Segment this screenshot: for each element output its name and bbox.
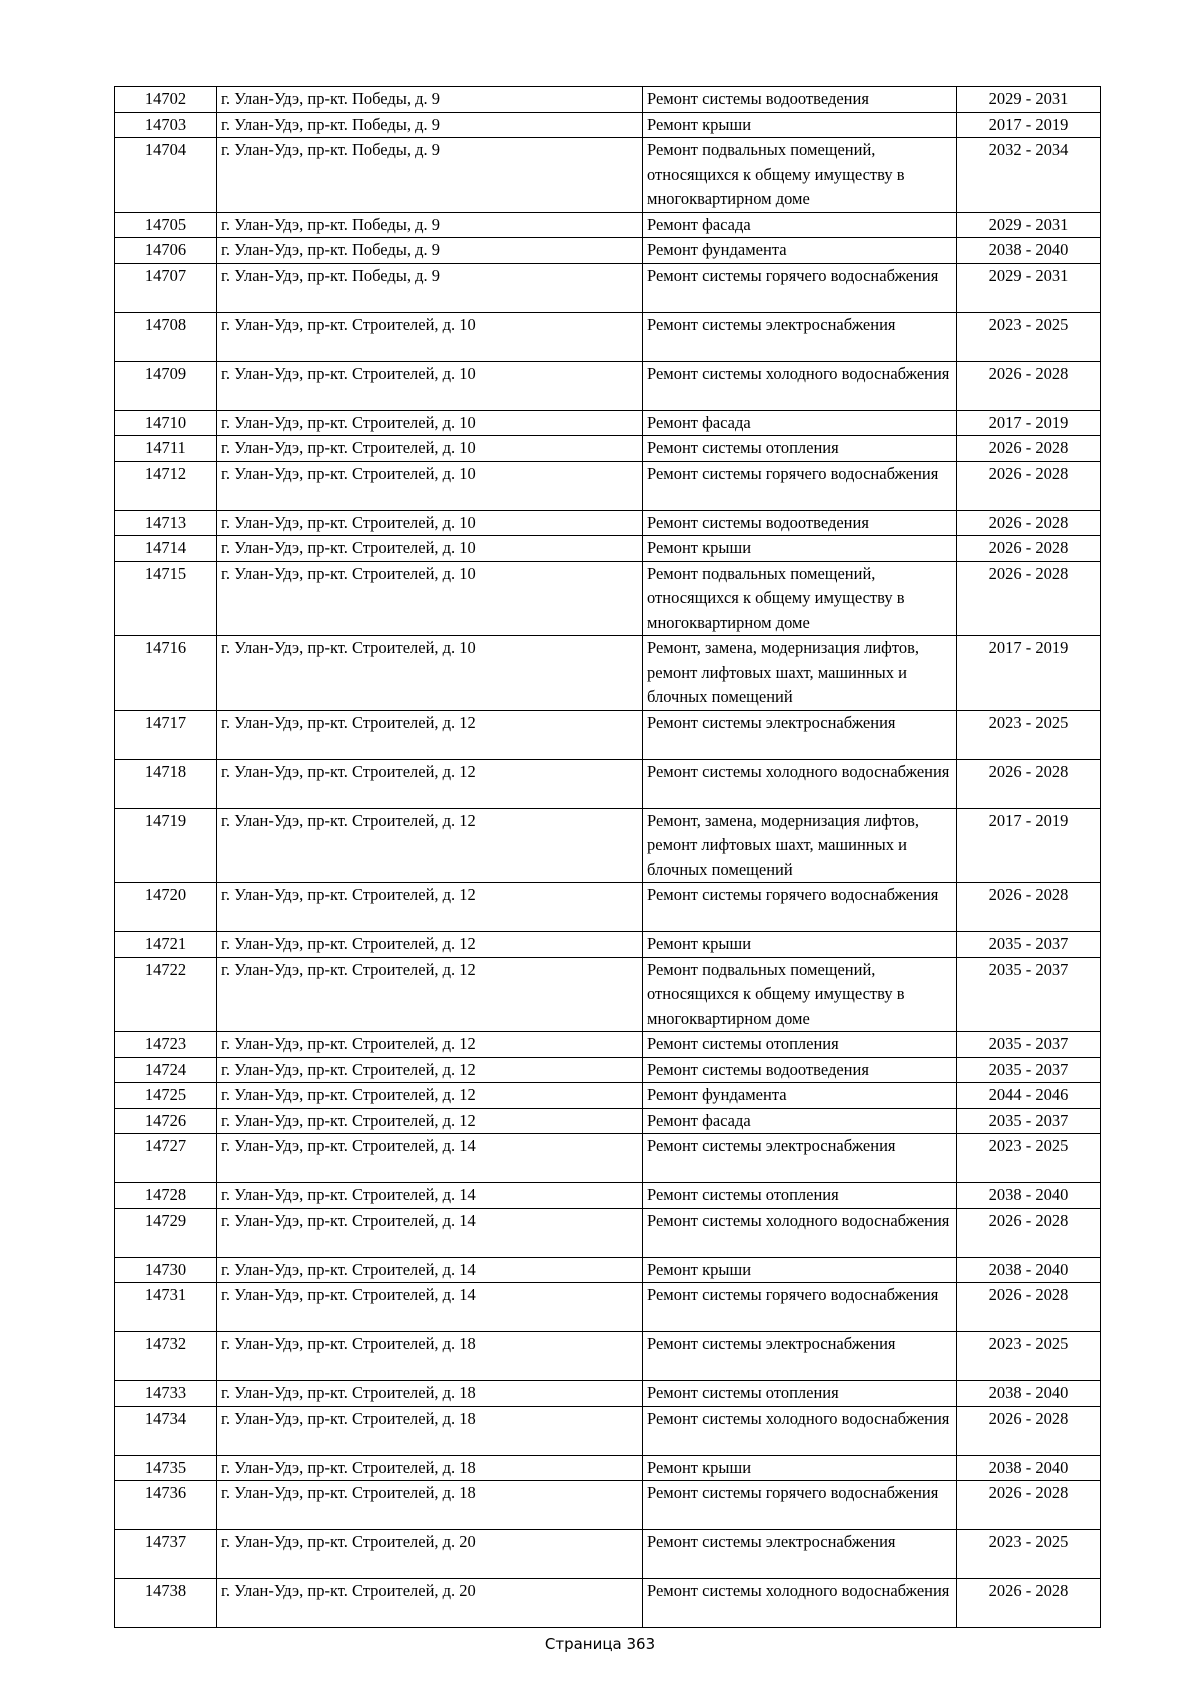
- address-cell: г. Улан-Удэ, пр-кт. Строителей, д. 12: [217, 932, 643, 958]
- row-number-cell: 14709: [115, 361, 217, 410]
- work-type-cell: Ремонт системы холодного водоснабжения: [643, 1208, 957, 1257]
- row-number-cell: 14710: [115, 410, 217, 436]
- table-row: [115, 410, 1101, 436]
- work-type-cell: Ремонт подвальных помещений, относящихся к общему имуществу в многоквартирном доме: [643, 138, 957, 213]
- table-row: [115, 1032, 1101, 1058]
- row-number-cell: 14729: [115, 1208, 217, 1257]
- address-cell: г. Улан-Удэ, пр-кт. Строителей, д. 18: [217, 1406, 643, 1455]
- table-row: [115, 312, 1101, 361]
- address-cell: г. Улан-Удэ, пр-кт. Победы, д. 9: [217, 263, 643, 312]
- address-cell: г. Улан-Удэ, пр-кт. Строителей, д. 12: [217, 1083, 643, 1109]
- row-number-cell: 14733: [115, 1381, 217, 1407]
- table-row: [115, 1257, 1101, 1283]
- table-row: [115, 510, 1101, 536]
- row-number-cell: 14722: [115, 957, 217, 1032]
- row-number-cell: 14704: [115, 138, 217, 213]
- period-cell: 2026 - 2028: [957, 1406, 1101, 1455]
- work-type-cell: Ремонт системы водоотведения: [643, 1057, 957, 1083]
- table-row: [115, 808, 1101, 883]
- address-cell: г. Улан-Удэ, пр-кт. Строителей, д. 18: [217, 1481, 643, 1530]
- address-cell: г. Улан-Удэ, пр-кт. Строителей, д. 14: [217, 1183, 643, 1209]
- row-number-cell: 14707: [115, 263, 217, 312]
- table-row: [115, 87, 1101, 113]
- address-cell: г. Улан-Удэ, пр-кт. Строителей, д. 10: [217, 536, 643, 562]
- table-row: [115, 461, 1101, 510]
- row-number-cell: 14703: [115, 112, 217, 138]
- table-row: [115, 1183, 1101, 1209]
- work-type-cell: Ремонт крыши: [643, 1257, 957, 1283]
- address-cell: г. Улан-Удэ, пр-кт. Строителей, д. 10: [217, 636, 643, 711]
- work-type-cell: Ремонт фасада: [643, 212, 957, 238]
- table-row: [115, 238, 1101, 264]
- table-row: [115, 883, 1101, 932]
- work-type-cell: Ремонт системы горячего водоснабжения: [643, 263, 957, 312]
- work-type-cell: Ремонт системы холодного водоснабжения: [643, 361, 957, 410]
- address-cell: г. Улан-Удэ, пр-кт. Строителей, д. 20: [217, 1530, 643, 1579]
- address-cell: г. Улан-Удэ, пр-кт. Строителей, д. 12: [217, 1057, 643, 1083]
- work-type-cell: Ремонт фундамента: [643, 238, 957, 264]
- work-type-cell: Ремонт крыши: [643, 932, 957, 958]
- work-type-cell: Ремонт системы отопления: [643, 1032, 957, 1058]
- table-row: [115, 212, 1101, 238]
- table-row: [115, 1134, 1101, 1183]
- address-cell: г. Улан-Удэ, пр-кт. Строителей, д. 10: [217, 410, 643, 436]
- table-row: [115, 1481, 1101, 1530]
- period-cell: 2023 - 2025: [957, 1530, 1101, 1579]
- period-cell: 2026 - 2028: [957, 1283, 1101, 1332]
- work-type-cell: Ремонт фундамента: [643, 1083, 957, 1109]
- period-cell: 2026 - 2028: [957, 436, 1101, 462]
- work-type-cell: Ремонт подвальных помещений, относящихся к общему имуществу в многоквартирном доме: [643, 957, 957, 1032]
- period-cell: 2023 - 2025: [957, 710, 1101, 759]
- table-row: [115, 636, 1101, 711]
- address-cell: г. Улан-Удэ, пр-кт. Строителей, д. 18: [217, 1332, 643, 1381]
- work-type-cell: Ремонт системы электроснабжения: [643, 710, 957, 759]
- address-cell: г. Улан-Удэ, пр-кт. Строителей, д. 12: [217, 1108, 643, 1134]
- period-cell: 2029 - 2031: [957, 212, 1101, 238]
- period-cell: 2044 - 2046: [957, 1083, 1101, 1109]
- address-cell: г. Улан-Удэ, пр-кт. Строителей, д. 12: [217, 710, 643, 759]
- address-cell: г. Улан-Удэ, пр-кт. Строителей, д. 18: [217, 1455, 643, 1481]
- address-cell: г. Улан-Удэ, пр-кт. Строителей, д. 10: [217, 461, 643, 510]
- row-number-cell: 14711: [115, 436, 217, 462]
- work-type-cell: Ремонт крыши: [643, 1455, 957, 1481]
- row-number-cell: 14728: [115, 1183, 217, 1209]
- period-cell: 2038 - 2040: [957, 1455, 1101, 1481]
- period-cell: 2026 - 2028: [957, 361, 1101, 410]
- period-cell: 2026 - 2028: [957, 461, 1101, 510]
- address-cell: г. Улан-Удэ, пр-кт. Победы, д. 9: [217, 138, 643, 213]
- period-cell: 2017 - 2019: [957, 636, 1101, 711]
- table-row: [115, 932, 1101, 958]
- repair-schedule-table: [114, 86, 1101, 1628]
- row-number-cell: 14718: [115, 759, 217, 808]
- period-cell: 2026 - 2028: [957, 510, 1101, 536]
- table-row: [115, 1332, 1101, 1381]
- period-cell: 2026 - 2028: [957, 536, 1101, 562]
- address-cell: г. Улан-Удэ, пр-кт. Строителей, д. 12: [217, 808, 643, 883]
- row-number-cell: 14736: [115, 1481, 217, 1530]
- row-number-cell: 14713: [115, 510, 217, 536]
- address-cell: г. Улан-Удэ, пр-кт. Строителей, д. 10: [217, 436, 643, 462]
- row-number-cell: 14708: [115, 312, 217, 361]
- row-number-cell: 14716: [115, 636, 217, 711]
- table-row: [115, 1208, 1101, 1257]
- table-row: [115, 759, 1101, 808]
- work-type-cell: Ремонт, замена, модернизация лифтов, ремонт лифтовых шахт, машинных и блочных помещений: [643, 808, 957, 883]
- period-cell: 2026 - 2028: [957, 1208, 1101, 1257]
- table-row: [115, 1579, 1101, 1628]
- work-type-cell: Ремонт фасада: [643, 1108, 957, 1134]
- work-type-cell: Ремонт системы отопления: [643, 1381, 957, 1407]
- period-cell: 2017 - 2019: [957, 808, 1101, 883]
- period-cell: 2032 - 2034: [957, 138, 1101, 213]
- row-number-cell: 14724: [115, 1057, 217, 1083]
- row-number-cell: 14714: [115, 536, 217, 562]
- address-cell: г. Улан-Удэ, пр-кт. Строителей, д. 12: [217, 1032, 643, 1058]
- table-body: [115, 87, 1101, 1628]
- table-row: [115, 263, 1101, 312]
- row-number-cell: 14732: [115, 1332, 217, 1381]
- period-cell: 2023 - 2025: [957, 1332, 1101, 1381]
- work-type-cell: Ремонт системы водоотведения: [643, 510, 957, 536]
- table-row: [115, 1057, 1101, 1083]
- row-number-cell: 14735: [115, 1455, 217, 1481]
- address-cell: г. Улан-Удэ, пр-кт. Строителей, д. 10: [217, 312, 643, 361]
- work-type-cell: Ремонт системы водоотведения: [643, 87, 957, 113]
- row-number-cell: 14731: [115, 1283, 217, 1332]
- address-cell: г. Улан-Удэ, пр-кт. Строителей, д. 10: [217, 510, 643, 536]
- address-cell: г. Улан-Удэ, пр-кт. Строителей, д. 14: [217, 1134, 643, 1183]
- period-cell: 2035 - 2037: [957, 932, 1101, 958]
- period-cell: 2038 - 2040: [957, 238, 1101, 264]
- table-row: [115, 561, 1101, 636]
- address-cell: г. Улан-Удэ, пр-кт. Победы, д. 9: [217, 238, 643, 264]
- table-row: [115, 1406, 1101, 1455]
- work-type-cell: Ремонт системы электроснабжения: [643, 312, 957, 361]
- work-type-cell: Ремонт подвальных помещений, относящихся к общему имуществу в многоквартирном доме: [643, 561, 957, 636]
- period-cell: 2026 - 2028: [957, 1579, 1101, 1628]
- address-cell: г. Улан-Удэ, пр-кт. Строителей, д. 14: [217, 1208, 643, 1257]
- period-cell: 2026 - 2028: [957, 759, 1101, 808]
- table-row: [115, 436, 1101, 462]
- period-cell: 2038 - 2040: [957, 1183, 1101, 1209]
- row-number-cell: 14702: [115, 87, 217, 113]
- table-row: [115, 1108, 1101, 1134]
- row-number-cell: 14727: [115, 1134, 217, 1183]
- row-number-cell: 14734: [115, 1406, 217, 1455]
- row-number-cell: 14726: [115, 1108, 217, 1134]
- row-number-cell: 14719: [115, 808, 217, 883]
- work-type-cell: Ремонт фасада: [643, 410, 957, 436]
- period-cell: 2026 - 2028: [957, 883, 1101, 932]
- table-row: [115, 957, 1101, 1032]
- row-number-cell: 14712: [115, 461, 217, 510]
- row-number-cell: 14721: [115, 932, 217, 958]
- table-row: [115, 1455, 1101, 1481]
- table-row: [115, 138, 1101, 213]
- work-type-cell: Ремонт, замена, модернизация лифтов, ремонт лифтовых шахт, машинных и блочных помещений: [643, 636, 957, 711]
- address-cell: г. Улан-Удэ, пр-кт. Победы, д. 9: [217, 112, 643, 138]
- row-number-cell: 14738: [115, 1579, 217, 1628]
- address-cell: г. Улан-Удэ, пр-кт. Строителей, д. 12: [217, 883, 643, 932]
- period-cell: 2035 - 2037: [957, 1032, 1101, 1058]
- period-cell: 2035 - 2037: [957, 1057, 1101, 1083]
- table-row: [115, 1283, 1101, 1332]
- row-number-cell: 14720: [115, 883, 217, 932]
- table-row: [115, 1381, 1101, 1407]
- row-number-cell: 14723: [115, 1032, 217, 1058]
- work-type-cell: Ремонт крыши: [643, 112, 957, 138]
- work-type-cell: Ремонт системы отопления: [643, 1183, 957, 1209]
- work-type-cell: Ремонт системы электроснабжения: [643, 1134, 957, 1183]
- address-cell: г. Улан-Удэ, пр-кт. Строителей, д. 20: [217, 1579, 643, 1628]
- work-type-cell: Ремонт системы отопления: [643, 436, 957, 462]
- row-number-cell: 14717: [115, 710, 217, 759]
- work-type-cell: Ремонт системы горячего водоснабжения: [643, 1481, 957, 1530]
- table-row: [115, 1083, 1101, 1109]
- address-cell: г. Улан-Удэ, пр-кт. Победы, д. 9: [217, 212, 643, 238]
- work-type-cell: Ремонт системы электроснабжения: [643, 1332, 957, 1381]
- row-number-cell: 14705: [115, 212, 217, 238]
- work-type-cell: Ремонт системы горячего водоснабжения: [643, 1283, 957, 1332]
- period-cell: 2038 - 2040: [957, 1257, 1101, 1283]
- work-type-cell: Ремонт системы горячего водоснабжения: [643, 461, 957, 510]
- address-cell: г. Улан-Удэ, пр-кт. Строителей, д. 14: [217, 1257, 643, 1283]
- period-cell: 2017 - 2019: [957, 410, 1101, 436]
- address-cell: г. Улан-Удэ, пр-кт. Победы, д. 9: [217, 87, 643, 113]
- address-cell: г. Улан-Удэ, пр-кт. Строителей, д. 18: [217, 1381, 643, 1407]
- period-cell: 2035 - 2037: [957, 957, 1101, 1032]
- row-number-cell: 14715: [115, 561, 217, 636]
- address-cell: г. Улан-Удэ, пр-кт. Строителей, д. 10: [217, 361, 643, 410]
- row-number-cell: 14725: [115, 1083, 217, 1109]
- address-cell: г. Улан-Удэ, пр-кт. Строителей, д. 10: [217, 561, 643, 636]
- table-row: [115, 536, 1101, 562]
- period-cell: 2023 - 2025: [957, 312, 1101, 361]
- row-number-cell: 14737: [115, 1530, 217, 1579]
- table-row: [115, 112, 1101, 138]
- work-type-cell: Ремонт системы холодного водоснабжения: [643, 1579, 957, 1628]
- period-cell: 2035 - 2037: [957, 1108, 1101, 1134]
- work-type-cell: Ремонт системы электроснабжения: [643, 1530, 957, 1579]
- period-cell: 2026 - 2028: [957, 561, 1101, 636]
- period-cell: 2017 - 2019: [957, 112, 1101, 138]
- work-type-cell: Ремонт системы горячего водоснабжения: [643, 883, 957, 932]
- period-cell: 2029 - 2031: [957, 87, 1101, 113]
- table-row: [115, 710, 1101, 759]
- period-cell: 2023 - 2025: [957, 1134, 1101, 1183]
- table-row: [115, 1530, 1101, 1579]
- address-cell: г. Улан-Удэ, пр-кт. Строителей, д. 12: [217, 957, 643, 1032]
- row-number-cell: 14706: [115, 238, 217, 264]
- address-cell: г. Улан-Удэ, пр-кт. Строителей, д. 14: [217, 1283, 643, 1332]
- address-cell: г. Улан-Удэ, пр-кт. Строителей, д. 12: [217, 759, 643, 808]
- work-type-cell: Ремонт системы холодного водоснабжения: [643, 759, 957, 808]
- period-cell: 2029 - 2031: [957, 263, 1101, 312]
- work-type-cell: Ремонт крыши: [643, 536, 957, 562]
- period-cell: 2026 - 2028: [957, 1481, 1101, 1530]
- page-number: Страница 363: [544, 1635, 656, 1653]
- row-number-cell: 14730: [115, 1257, 217, 1283]
- period-cell: 2038 - 2040: [957, 1381, 1101, 1407]
- table-row: [115, 361, 1101, 410]
- work-type-cell: Ремонт системы холодного водоснабжения: [643, 1406, 957, 1455]
